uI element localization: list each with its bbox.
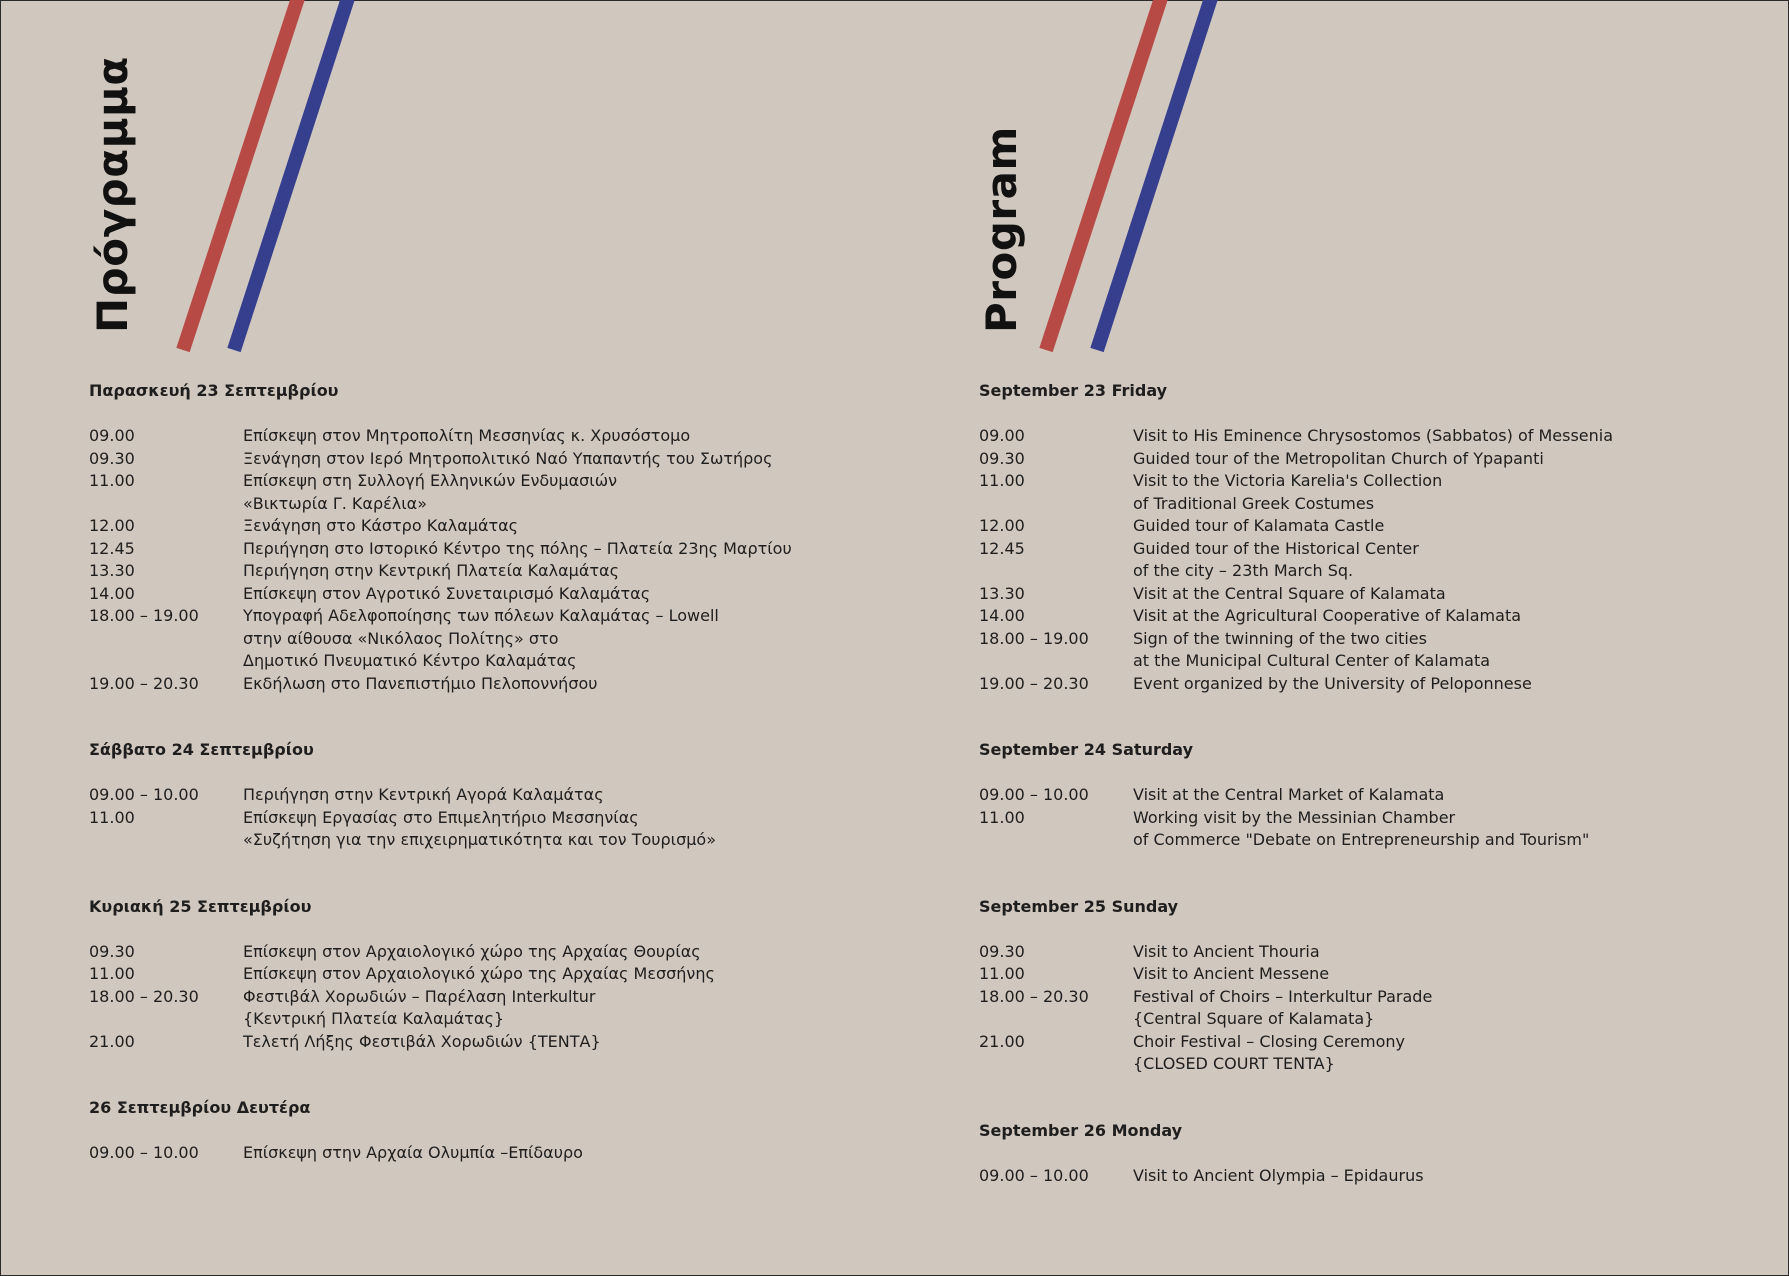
event-time: 09.30	[89, 448, 135, 468]
event-description-line: «Συζήτηση για την επιχειρηματικότητα και τον Τουρισμό»	[243, 830, 716, 849]
schedule-row	[979, 605, 1759, 628]
day-section	[89, 380, 869, 695]
schedule-row	[89, 807, 869, 852]
schedule-row	[89, 515, 869, 538]
event-description	[1133, 448, 1759, 471]
event-description-line: Επίσκεψη Εργασίας στο Επιμελητήριο Μεσσηνίας	[243, 807, 639, 827]
event-time: 11.00	[89, 471, 135, 490]
schedule-row	[979, 425, 1759, 448]
event-description	[243, 986, 869, 1031]
event-description	[243, 941, 869, 964]
day-section	[89, 1097, 869, 1165]
day-heading: September 25 Sunday	[979, 896, 1179, 916]
right-red-stripe	[1046, 0, 1161, 350]
event-description-line: Ξενάγηση στον Ιερό Μητροπολιτικό Ναό Υπαπαντής του Σωτήρος	[243, 448, 773, 468]
schedule-row	[89, 448, 869, 471]
event-description	[243, 1031, 869, 1054]
event-time: 11.00	[979, 964, 1025, 983]
event-description-line: Περιήγηση στο Ιστορικό Κέντρο της πόλης – Πλατεία 23ης Μαρτίου	[243, 538, 792, 558]
greek-title: Πρόγραμμα	[88, 56, 137, 333]
event-description	[1133, 1031, 1759, 1076]
event-time: 09.00 – 10.00	[89, 785, 199, 804]
event-time: 11.00	[89, 807, 135, 827]
schedule-row	[89, 560, 869, 583]
event-description-line: of Traditional Greek Costumes	[1133, 493, 1375, 513]
event-description	[243, 515, 869, 538]
event-time: 13.30	[979, 583, 1025, 603]
event-description	[243, 673, 869, 696]
event-description-line: Επίσκεψη στον Αρχαιολογικό χώρο της Αρχαίας Μεσσήνης	[243, 964, 715, 983]
event-description	[1133, 807, 1759, 852]
schedule-row	[979, 515, 1759, 538]
event-time: 09.00	[979, 426, 1025, 445]
event-time: 11.00	[979, 807, 1025, 827]
schedule-row	[89, 1031, 869, 1054]
event-description	[243, 470, 869, 515]
event-time: 13.30	[89, 561, 135, 580]
schedule-row	[979, 986, 1759, 1031]
event-description-line: Επίσκεψη στον Αγροτικό Συνεταιρισμό Καλαμάτας	[243, 583, 651, 603]
event-description-line: Working visit by the Messinian Chamber	[1133, 807, 1456, 827]
event-time: 19.00 – 20.30	[979, 673, 1089, 693]
event-description	[1133, 784, 1759, 807]
event-description-line: Επίσκεψη στον Μητροπολίτη Μεσσηνίας κ. Χρυσόστομο	[243, 426, 691, 445]
schedule-row	[89, 963, 869, 986]
event-time: 12.00	[89, 516, 135, 535]
event-description-line: Περιήγηση στην Κεντρική Πλατεία Καλαμάτας	[243, 561, 619, 580]
event-description-line: at the Municipal Cultural Center of Kalamata	[1133, 651, 1491, 670]
event-description-line: Επίσκεψη στην Αρχαία Ολυμπία –Επίδαυρο	[243, 1143, 583, 1162]
event-description-line: Φεστιβάλ Χορωδιών – Παρέλαση Interkultur	[243, 986, 596, 1006]
event-description	[1133, 986, 1759, 1031]
event-description-line: {CLOSED COURT TENTA}	[1133, 1054, 1335, 1073]
event-description-line: Guided tour of the Historical Center	[1133, 538, 1419, 558]
event-description-line: Επίσκεψη στον Αρχαιολογικό χώρο της Αρχαίας Θουρίας	[243, 941, 701, 961]
event-description	[243, 425, 869, 448]
event-description-line: Visit to Ancient Olympia – Epidaurus	[1133, 1165, 1424, 1185]
schedule-row	[979, 673, 1759, 696]
event-description-line: Visit to the Victoria Karelia's Collection	[1133, 471, 1443, 490]
event-description-line: Guided tour of Kalamata Castle	[1133, 516, 1385, 535]
event-description-line: Visit at the Agricultural Cooperative of Kalamata	[1133, 606, 1522, 625]
schedule-row	[979, 583, 1759, 606]
event-description	[243, 538, 869, 561]
event-time: 12.00	[979, 516, 1025, 535]
day-heading: Παρασκευή 23 Σεπτεμβρίου	[89, 381, 339, 400]
schedule-row	[979, 941, 1759, 964]
event-description-line: of the city – 23th March Sq.	[1133, 561, 1354, 580]
event-description-line: Ξενάγηση στο Κάστρο Καλαμάτας	[243, 516, 519, 535]
event-time: 09.00	[89, 426, 135, 445]
event-description	[1133, 963, 1759, 986]
event-description	[1133, 1165, 1759, 1188]
event-description-line: of Commerce "Debate on Entrepreneurship and Tourism"	[1133, 830, 1590, 849]
event-time: 09.30	[979, 941, 1025, 961]
event-description	[243, 448, 869, 471]
schedule-row	[89, 941, 869, 964]
event-time: 09.00 – 10.00	[89, 1143, 199, 1162]
schedule-row	[979, 448, 1759, 471]
schedule-row	[89, 425, 869, 448]
event-description-line: Visit at the Central Square of Kalamata	[1133, 583, 1446, 603]
event-description-line: Δημοτικό Πνευματικό Κέντρο Καλαμάτας	[243, 651, 577, 670]
event-time: 19.00 – 20.30	[89, 673, 199, 693]
day-section	[979, 739, 1759, 852]
event-description	[243, 560, 869, 583]
schedule-row	[979, 1031, 1759, 1076]
english-title: Program	[977, 126, 1026, 333]
day-section	[979, 896, 1759, 1076]
event-description	[243, 605, 869, 673]
event-time: 18.00 – 20.30	[89, 986, 199, 1006]
event-description	[243, 583, 869, 606]
event-time: 18.00 – 20.30	[979, 986, 1089, 1006]
day-heading: September 24 Saturday	[979, 740, 1194, 759]
event-time: 21.00	[89, 1031, 135, 1051]
event-time: 09.30	[89, 941, 135, 961]
event-description-line: Περιήγηση στην Κεντρική Αγορά Καλαμάτας	[243, 785, 604, 804]
event-description-line: Visit to His Eminence Chrysostomos (Sabbatos) of Messenia	[1133, 426, 1614, 445]
schedule-row	[979, 807, 1759, 852]
event-description	[1133, 673, 1759, 696]
event-description-line: Choir Festival – Closing Ceremony	[1133, 1031, 1405, 1051]
event-time: 18.00 – 19.00	[979, 628, 1089, 648]
right-blue-stripe	[1097, 0, 1211, 350]
schedule-row	[89, 583, 869, 606]
event-time: 09.00 – 10.00	[979, 1165, 1089, 1185]
day-section	[979, 380, 1759, 695]
schedule-row	[89, 470, 869, 515]
schedule-row	[89, 784, 869, 807]
event-description-line: Sign of the twinning of the two cities	[1133, 628, 1427, 648]
schedule-row	[89, 673, 869, 696]
event-description	[243, 807, 869, 852]
event-description-line: {Κεντρική Πλατεία Καλαμάτας}	[243, 1009, 505, 1028]
event-description-line: Επίσκεψη στη Συλλογή Ελληνικών Ενδυμασιών	[243, 471, 618, 490]
event-description-line: Visit at the Central Market of Kalamata	[1133, 785, 1445, 804]
event-description	[243, 963, 869, 986]
event-description	[1133, 425, 1759, 448]
schedule-row	[979, 538, 1759, 583]
event-description-line: Event organized by the University of Peloponnese	[1133, 673, 1532, 693]
event-time: 21.00	[979, 1031, 1025, 1051]
event-description-line: στην αίθουσα «Νικόλαος Πολίτης» στο	[243, 628, 559, 648]
event-time: 12.45	[979, 538, 1025, 558]
event-description	[1133, 470, 1759, 515]
event-description-line: Visit to Ancient Messene	[1133, 964, 1330, 983]
schedule-row	[979, 628, 1759, 673]
event-time: 09.00 – 10.00	[979, 785, 1089, 804]
schedule-row	[89, 538, 869, 561]
event-description	[1133, 605, 1759, 628]
event-description-line: Εκδήλωση στο Πανεπιστήμιο Πελοποννήσου	[243, 673, 598, 693]
day-heading: September 23 Friday	[979, 381, 1168, 400]
greek-program-column	[89, 380, 869, 1209]
event-description	[1133, 628, 1759, 673]
day-section	[89, 739, 869, 852]
event-time: 12.45	[89, 538, 135, 558]
event-time: 14.00	[979, 606, 1025, 625]
schedule-row	[89, 605, 869, 673]
schedule-row	[89, 1142, 869, 1165]
english-program-column	[979, 380, 1759, 1231]
event-description-line: Τελετή Λήξης Φεστιβάλ Χορωδιών {ΤΕΝΤΑ}	[243, 1031, 601, 1051]
day-section	[89, 896, 869, 1054]
event-description	[1133, 538, 1759, 583]
event-description	[243, 1142, 869, 1165]
day-section	[979, 1120, 1759, 1188]
event-description-line: Visit to Ancient Thouria	[1133, 941, 1320, 961]
event-description	[1133, 515, 1759, 538]
event-description	[243, 784, 869, 807]
day-heading: September 26 Monday	[979, 1120, 1183, 1140]
day-heading: 26 Σεπτεμβρίου Δευτέρα	[89, 1098, 311, 1117]
day-heading: Κυριακή 25 Σεπτεμβρίου	[89, 896, 312, 916]
left-red-stripe	[183, 0, 298, 350]
schedule-row	[979, 963, 1759, 986]
event-description	[1133, 941, 1759, 964]
left-blue-stripe	[234, 0, 348, 350]
schedule-row	[979, 470, 1759, 515]
event-time: 14.00	[89, 583, 135, 603]
event-time: 09.30	[979, 448, 1025, 468]
event-description-line: Υπογραφή Αδελφοποίησης των πόλεων Καλαμάτας – Lowell	[243, 606, 719, 625]
event-description	[1133, 583, 1759, 606]
event-time: 11.00	[979, 471, 1025, 490]
schedule-row	[89, 986, 869, 1031]
event-time: 11.00	[89, 964, 135, 983]
flag-stripes	[0, 0, 1789, 400]
schedule-row	[979, 784, 1759, 807]
day-heading: Σάββατο 24 Σεπτεμβρίου	[89, 740, 314, 759]
schedule-row	[979, 1165, 1759, 1188]
event-description-line: «Βικτωρία Γ. Καρέλια»	[243, 493, 427, 513]
event-description-line: Guided tour of the Metropolitan Church of Ypapanti	[1133, 448, 1544, 468]
event-time: 18.00 – 19.00	[89, 606, 199, 625]
event-description-line: Festival of Choirs – Interkultur Parade	[1133, 986, 1433, 1006]
event-description-line: {Central Square of Kalamata}	[1133, 1009, 1375, 1028]
